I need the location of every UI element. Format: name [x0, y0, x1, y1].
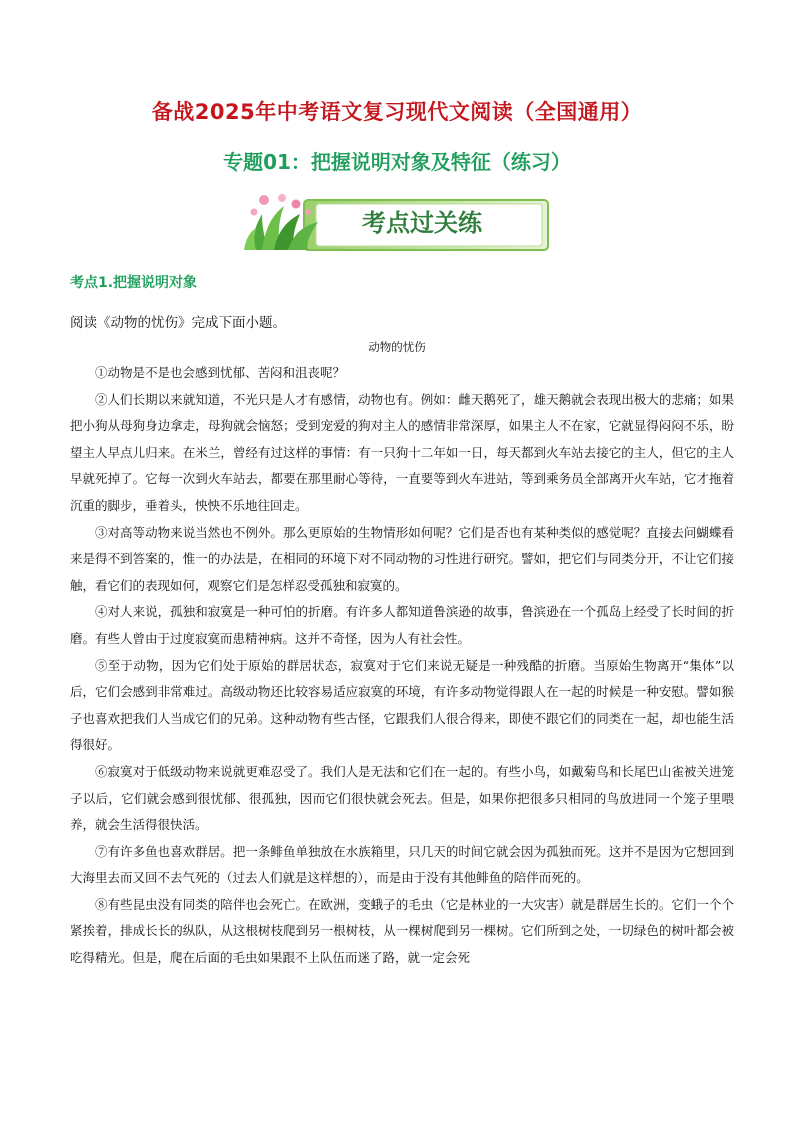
paragraph-7: ⑦有许多鱼也喜欢群居。把一条鲱鱼单独放在水族箱里，只几天的时间它就会因为孤独而死。这并不是因为它想回到大海里去而又回不去气死的（过去人们就是这样想的），而是由于没有其他鲱鱼的陪伴而死的。 [70, 843, 734, 886]
paragraph-1: ①动物是不是也会感到忧郁、苦闷和沮丧呢？ [95, 365, 346, 380]
paragraph-4: ④对人来说，孤独和寂寞是一种可怕的折磨。有许多人都知道鲁滨逊的故事，鲁滨逊在一个孤岛上经受了长时间的折磨。有些人曾由于过度寂寞而患精神病。这并不奇怪，因为人有社会性。 [70, 604, 734, 646]
paragraph-8: ⑧有些昆虫没有同类的陪伴也会死亡。在欧洲，变蛾子的毛虫（它是林业的一大灾害）就是群居生长的。它们一个个紧挨着，排成长长的纵队，从这根树枝爬到另一根树枝，从一棵树爬到另一棵树。它们所到之处，一切绿色的树叶都会被吃得精光。但是，爬在后面的毛虫如果跟不上队伍而迷了路，就一定会死 [70, 896, 734, 966]
section-heading: 考点1.把握说明对象 [70, 275, 198, 291]
paragraph-3: ③对高等动物来说当然也不例外。那么更原始的生物情形如何呢？它们是否也有某种类似的感觉呢？直接去问蝴蝶看来是得不到答案的，惟一的办法是，在相同的环境下对不同动物的习性进行研究。譬如，把它们与同类分开，不让它们接触，看它们的表现如何，观察它们是怎样忍受孤独和寂寞的。 [70, 524, 734, 593]
paragraph-5: ⑤至于动物，因为它们处于原始的群居状态，寂寞对于它们来说无疑是一种残酷的折磨。当原始生物离开“集体”以后，它们会感到非常难过。高级动物还比较容易适应寂寞的环境，有许多动物觉得跟人在一起的时候是一种安慰。譬如猴子也喜欢把我们人当成它们的兄弟。这种动物有些古怪，它跟我们人很合得来，即使不跟它们的同类在一起，却也能生活得很好。 [70, 657, 734, 753]
document-subtitle: 专题01：把握说明对象及特征（练习） [223, 150, 571, 174]
banner-label: 考点过关练 [362, 209, 482, 237]
passage-body [70, 360, 734, 972]
paragraph-6: ⑥寂寞对于低级动物来说就更难忍受了。我们人是无法和它们在一起的。有些小鸟，如戴菊鸟和长尾巴山雀被关进笼子以后，它们就会感到很忧郁、很孤独，因而它们很快就会死去。但是，如果你把很多只相同的鸟放进同一个笼子里喂养，就会生活得很快活。 [70, 763, 734, 833]
document-title: 备战2025年中考语文复习现代文阅读（全国通用） [151, 100, 643, 124]
reading-instruction: 阅读《动物的忧伤》完成下面小题。 [70, 315, 286, 331]
passage-title: 动物的忧伤 [368, 340, 426, 354]
paragraph-2: ②人们长期以来就知道，不光只是人才有感情，动物也有。例如：雌天鹅死了，雄天鹅就会表现出极大的悲痛；如果把小狗从母狗身边拿走，母狗就会恼怒；受到宠爱的狗对主人的感情非常深厚，如果主人不在家，它就显得闷闷不乐，盼望主人早点儿归来。在米兰，曾经有过这样的事情：有一只狗十二年如一日，每天都到火车站去接它的主人，但它的主人早就死掉了。它每一次到火车站去，都要在那里耐心等待，一直要等到火车进站，等到乘务员全部离开火车站，它才拖着沉重的脚步，垂着头，怏怏不乐地往回走。 [70, 391, 734, 513]
